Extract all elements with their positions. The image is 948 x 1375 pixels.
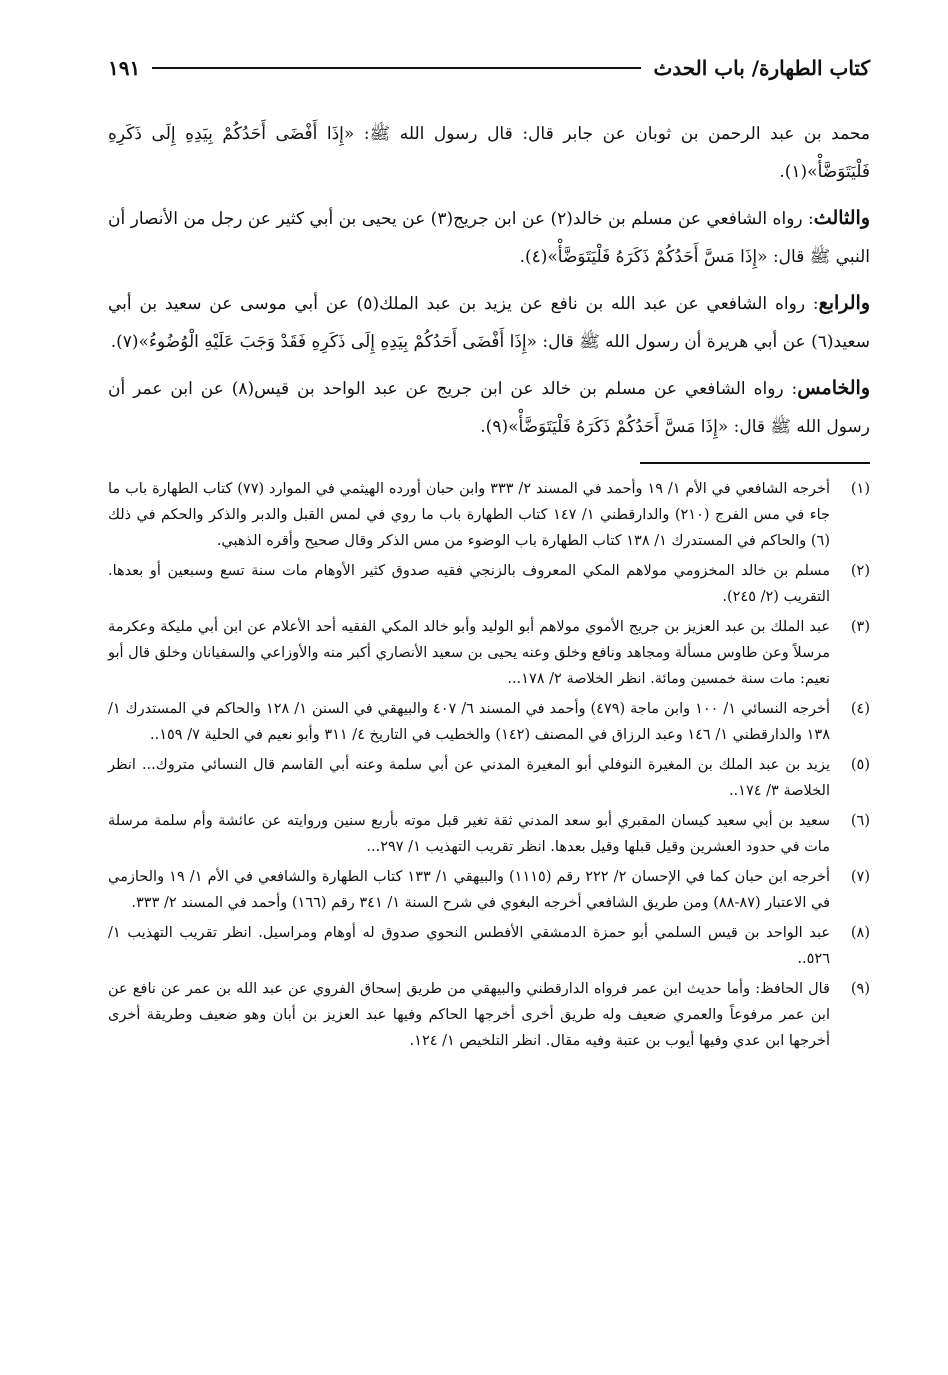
- footnote-number: (٢): [850, 563, 870, 579]
- page-number: ١٩١: [108, 56, 141, 80]
- paragraph-1: [108, 114, 870, 191]
- paragraph-lead: والثالث: [813, 207, 870, 229]
- book-page: [108, 48, 870, 1058]
- paragraph-2: [108, 199, 870, 276]
- footnote-text: سعيد بن أبي سعيد كيسان المقبري أبو سعد المدني ثقة تغير قبل موته بأربع سنين وروايته عن عائشة وأم سلمة مرسلة مات في حدود العشرين وقيل قبلها وقيل بعدها. انظر تقريب التهذيب ١/ ٢٩٧...: [108, 813, 830, 855]
- footnote: [108, 864, 870, 916]
- paragraph-lead: والخامس: [797, 377, 870, 399]
- footnotes: [108, 476, 870, 1054]
- main-text: [108, 114, 870, 446]
- paragraph-text: : رواه الشافعي عن مسلم بن خالد(٢) عن ابن جريج(٣) عن يحيى بن أبي كثير عن رجل من الأنصار أن النبي ﷺ قال: «إِذَا مَسَّ أَحَدُكُمْ ذَكَرَهُ فَلْيَتَوَضَّأْ»(٤).: [108, 209, 870, 267]
- paragraph-3: [108, 284, 870, 361]
- footnote: [108, 920, 870, 972]
- footnote-number: (٤): [850, 701, 870, 717]
- footnote-number: (٣): [850, 619, 870, 635]
- footnote-number: (٨): [850, 925, 870, 941]
- running-title: كتاب الطهارة/ باب الحدث: [653, 56, 870, 80]
- footnote: [108, 976, 870, 1054]
- footnote-number: (٧): [850, 869, 870, 885]
- footnote-separator: [640, 462, 870, 464]
- footnote-text: أخرجه الشافعي في الأم ١/ ١٩ وأحمد في المسند ٢/ ٣٣٣ وابن حبان أورده الهيثمي في الموارد (٧٧) كتاب الطهارة باب ما جاء في مس الفرج (٢١٠) والدارقطني ١/ ١٤٧ كتاب الطهارة باب ما روي في لمس القبل والدبر والذكر والحكم في ذلك (٦) والحاكم في المستدرك ١/ ١٣٨ كتاب الطهارة باب الوضوء من مس الذكر وقال صحيح وأقره الذهبي.: [108, 481, 830, 549]
- footnote: [108, 614, 870, 692]
- paragraph-text: : رواه الشافعي عن مسلم بن خالد عن ابن جريج عن عبد الواحد بن قيس(٨) عن ابن عمر أن رسول الله ﷺ قال: «إِذَا مَسَّ أَحَدُكُمْ ذَكَرَهُ فَلْيَتَوَضَّأْ»(٩).: [108, 379, 870, 437]
- footnote-text: عبد الواحد بن قيس السلمي أبو حمزة الدمشقي الأفطس النحوي صدوق له أوهام ومراسيل. انظر تقريب التهذيب ١/ ٥٢٦..: [108, 925, 830, 967]
- footnote: [108, 558, 870, 610]
- footnote-number: (٥): [850, 757, 870, 773]
- footnote-number: (٦): [850, 813, 870, 829]
- paragraph-text: : رواه الشافعي عن عبد الله بن نافع عن يزيد بن عبد الملك(٥) عن أبي موسى عن سعيد بن أبي سعيد(٦) عن أبي هريرة أن رسول الله ﷺ قال: «إِذَا أَفْضَى أَحَدُكُمْ بِيَدِهِ إِلَى ذَكَرِهِ فَقَدْ وَجَبَ عَلَيْهِ الْوُضُوءُ»(٧).: [108, 294, 870, 352]
- footnote-number: (١): [850, 481, 870, 497]
- footnote-text: أخرجه ابن حبان كما في الإحسان ٢/ ٢٢٢ رقم (١١١٥) والبيهقي ١/ ١٣٣ كتاب الطهارة والشافعي في الأم ١/ ١٩ والحازمي في الاعتبار (٨٧-٨٨) ومن طريق الشافعي أخرجه البغوي في شرح السنة ١/ ٣٤١ رقم (١٦٦) وأحمد في المسند ٢/ ٣٣٣.: [108, 869, 831, 911]
- paragraph-text: محمد بن عبد الرحمن بن ثوبان عن جابر قال: قال رسول الله ﷺ: «إِذَا أَفْضَى أَحَدُكُمْ بِيَدِهِ إِلَى ذَكَرِهِ فَلْيَتَوَضَّأْ»(١).: [108, 124, 870, 182]
- footnote: [108, 752, 870, 804]
- footnote-text: عبد الملك بن عبد العزيز بن جريج الأموي مولاهم أبو الوليد وأبو خالد المكي الفقيه أحد الأعلام عن ابن أبي مليكة وعكرمة مرسلاً وعن طاوس مسألة ومجاهد ونافع وخلق وعنه يحيى بن سعيد الأنصاري أكبر منه والأوزاعي والسفيانان وخلق قال أبو نعيم: مات سنة خمسين ومائة. انظر الخلاصة ٢/ ١٧٨...: [108, 619, 830, 687]
- page-header: [108, 48, 870, 88]
- footnote: [108, 476, 870, 554]
- footnote: [108, 808, 870, 860]
- footnote-text: أخرجه النسائي ١/ ١٠٠ وابن ماجة (٤٧٩) وأحمد في المسند ٦/ ٤٠٧ والبيهقي في السنن ١/ ١٢٨ والحاكم في المستدرك ١/ ١٣٨ والدارقطني ١/ ١٤٦ وعبد الرزاق في المصنف (١٤٢) والخطيب في التاريخ ٤/ ٣١١ وأبو نعيم في الحلية ٧/ ١٥٩..: [108, 701, 831, 743]
- footnote-text: قال الحافظ: وأما حديث ابن عمر فرواه الدارقطني والبيهقي من طريق إسحاق الفروي عن عبد الله بن عمر عن نافع عن ابن عمر مرفوعاً والعمري ضعيف وله طريق أخرى أخرجها الحاكم وفيها عبد العزيز بن أبان وهو ضعيف وطريقة أخرى أخرجها ابن عدي وفيها أيوب بن عتبة وفيه مقال. انظر التلخيص ١/ ١٢٤.: [108, 981, 830, 1049]
- footnote-text: مسلم بن خالد المخزومي مولاهم المكي المعروف بالزنجي فقيه صدوق كثير الأوهام مات سنة تسع وسبعين أو بعدها. التقريب (٢/ ٢٤٥).: [108, 563, 830, 605]
- footnote: [108, 696, 870, 748]
- footnote-text: يزيد بن عبد الملك بن المغيرة النوفلي أبو المغيرة المدني عن أبي سلمة وعنه أبي القاسم قال النسائي متروك... انظر الخلاصة ٣/ ١٧٤..: [108, 757, 830, 799]
- paragraph-4: [108, 369, 870, 446]
- header-rule: [152, 67, 641, 69]
- paragraph-lead: والرابع: [818, 292, 870, 314]
- footnote-number: (٩): [850, 981, 870, 997]
